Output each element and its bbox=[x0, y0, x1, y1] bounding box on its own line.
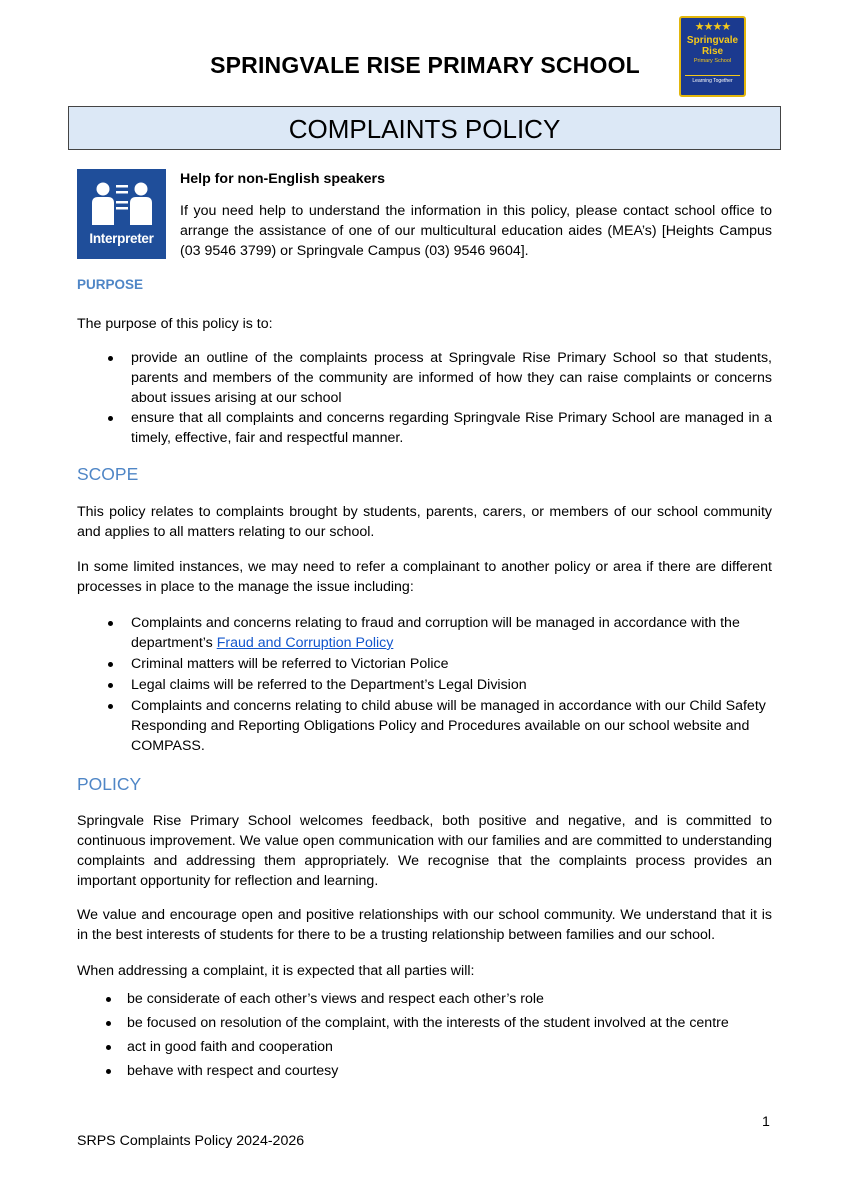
list-item: provide an outline of the complaints process at Springvale Rise Primary School so that students, parents and members of the community are informed of how they can raise complaints or concerns about issues arising at our school bbox=[131, 348, 772, 408]
interpreter-icon bbox=[77, 169, 166, 259]
policy-para-2: We value and encourage open and positive relationships with our school community. We understand that it is in the best interests of students for there to be a trusting relationship between families and our school. bbox=[77, 907, 772, 943]
help-title: Help for non-English speakers bbox=[180, 171, 385, 187]
list-item: be focused on resolution of the complaint, with the interests of the student involved at the centre bbox=[127, 1013, 777, 1033]
list-item: Criminal matters will be referred to Victorian Police bbox=[131, 654, 772, 674]
fraud-corruption-policy-link[interactable]: Fraud and Corruption Policy bbox=[216, 635, 394, 651]
school-logo bbox=[679, 16, 746, 97]
purpose-intro: The purpose of this policy is to: bbox=[77, 316, 273, 332]
policy-heading: POLICY bbox=[77, 774, 142, 794]
page-number: 1 bbox=[762, 1114, 770, 1130]
footer-doc-name: SRPS Complaints Policy 2024-2026 bbox=[77, 1133, 305, 1149]
logo-line-3: Primary School bbox=[693, 58, 732, 64]
scope-list bbox=[131, 613, 772, 756]
list-item: act in good faith and cooperation bbox=[127, 1037, 777, 1057]
policy-title: COMPLAINTS POLICY bbox=[68, 106, 781, 150]
scope-heading: SCOPE bbox=[77, 464, 139, 484]
policy-list bbox=[127, 989, 777, 1081]
logo-line-1: Springvale bbox=[686, 35, 739, 46]
logo-stars: ★★★★ bbox=[694, 21, 731, 33]
logo-tagline: Learning Together bbox=[685, 75, 740, 85]
list-item: Legal claims will be referred to the Department’s Legal Division bbox=[131, 675, 772, 695]
scope-para-1: This policy relates to complaints brought by students, parents, carers, or members of our school community and applies to all matters relating to our school. bbox=[77, 504, 772, 540]
purpose-heading: PURPOSE bbox=[77, 277, 144, 292]
logo-line-2: Rise bbox=[701, 46, 724, 57]
help-text: If you need help to understand the information in this policy, please contact school office to arrange the assistance of one of our multicultural education aides (MEA’s) [Heights Campus (03 9546 3799) or Springvale Campus (03) 9546 9604]. bbox=[180, 203, 772, 259]
people-speaking-icon bbox=[89, 181, 155, 225]
list-item: behave with respect and courtesy bbox=[127, 1061, 777, 1081]
list-item: ensure that all complaints and concerns regarding Springvale Rise Primary School are managed in a timely, effective, fair and respectful manner. bbox=[131, 408, 772, 448]
school-name: SPRINGVALE RISE PRIMARY SCHOOL bbox=[210, 52, 640, 78]
purpose-list bbox=[131, 348, 772, 448]
scope-para-2: In some limited instances, we may need to refer a complainant to another policy or area if there are different processes in place to the manage the issue including: bbox=[77, 559, 772, 595]
list-item: be considerate of each other’s views and respect each other’s role bbox=[127, 989, 777, 1009]
policy-para-1: Springvale Rise Primary School welcomes feedback, both positive and negative, and is committed to continuous improvement. We value open communication with our families and are committed to understanding complaints and addressing them appropriately. We recognise that the complaints process provides an important opportunity for reflection and learning. bbox=[77, 813, 772, 889]
list-item: Complaints and concerns relating to fraud and corruption will be managed in accordance with the department’s Fraud and Corruption Policy bbox=[131, 613, 772, 653]
interpreter-label: Interpreter bbox=[89, 231, 154, 246]
list-item: Complaints and concerns relating to child abuse will be managed in accordance with our Child Safety Responding and Reporting Obligations Policy and Procedures available on our school website and COMPASS. bbox=[131, 696, 772, 756]
policy-para-3: When addressing a complaint, it is expected that all parties will: bbox=[77, 963, 475, 979]
